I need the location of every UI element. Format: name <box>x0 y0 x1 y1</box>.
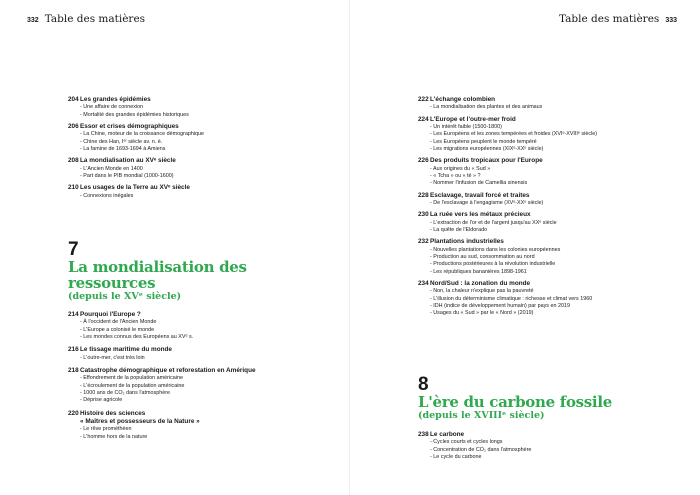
right-running-head-title: Table des matières <box>558 13 660 25</box>
toc-entry <box>418 238 693 276</box>
toc-entry <box>68 346 343 362</box>
toc-entry <box>68 410 343 441</box>
toc-entry-title: Des produits tropicaux pour l'Europe <box>430 157 543 165</box>
toc-page-number: 214 <box>68 311 79 318</box>
toc-subentry: - De l'esclavage à l'engagisme (XVᵉ-XXᵉ siècle) <box>430 200 544 206</box>
toc-entry-title: L'échange colombien <box>430 96 496 103</box>
toc-subentry: - Un intérêt faible (1500-1800) <box>430 124 502 131</box>
toc-entry-title: Catastrophe démographique et reforestation en Amérique <box>80 367 256 374</box>
toc-page-number: 234 <box>418 279 429 287</box>
toc-subentry: - Effondrement de la population américaine <box>80 375 183 382</box>
toc-page-number: 206 <box>68 123 79 130</box>
toc-subentry: - Une affaire de connexion <box>80 104 144 111</box>
toc-subentry: - Le rêve prométhéen <box>80 426 132 433</box>
right-page-number: 333 <box>665 17 677 24</box>
toc-subentry: - La mondialisation des plantes et des animaux <box>430 104 543 111</box>
toc-entry <box>418 96 693 112</box>
toc-page-number: 208 <box>68 157 79 165</box>
toc-subentry: - « Tcha » ou « té » ? <box>430 173 481 179</box>
toc-page-number: 218 <box>68 367 79 374</box>
toc-page-number: 216 <box>68 346 79 354</box>
toc-page-number: 238 <box>418 431 429 438</box>
chapter-subtitle: (depuis le XVIIIᵉ siècle) <box>418 410 545 421</box>
chapter-title-line1: L'ère du carbone fossile <box>418 393 612 411</box>
toc-subentry: - Les migrations européennes (XIXᵉ-XXᵉ siècle) <box>430 146 544 152</box>
toc-subentry: - La quête de l'Eldorado <box>430 227 488 233</box>
toc-entry <box>68 123 343 153</box>
toc-entry-title: Les grandes épidémies <box>80 96 151 103</box>
toc-entry <box>418 280 693 318</box>
chapter-7-heading <box>68 240 247 303</box>
toc-subentry: - Le cycle du carbone <box>430 454 482 460</box>
toc-page-number: 232 <box>418 238 429 246</box>
toc-entry <box>68 184 343 200</box>
toc-page-number: 230 <box>418 211 429 219</box>
toc-subentry: - Les républiques bananières 1898-1961 <box>430 268 527 275</box>
toc-subentry: - Nouvelles plantations dans les colonies européennes <box>430 246 561 253</box>
toc-subentry: - Déprise agricole <box>80 397 123 404</box>
toc-entry <box>68 367 343 405</box>
toc-subentry: - Les mondes connus des Européens au XVᵉ s. <box>80 334 194 340</box>
toc-subentry: - Part dans le PIB mondial (1000-1600) <box>80 173 174 179</box>
right-page <box>350 0 700 495</box>
chapter-subtitle: (depuis le XVᵉ siècle) <box>68 291 182 302</box>
toc-subentry: - Usages du « Sud » par le « Nord » (2019) <box>430 310 534 317</box>
left-toc-top <box>68 96 343 200</box>
left-running-head <box>27 13 145 25</box>
toc-subentry: - Cycles courts et cycles longs <box>430 439 503 446</box>
toc-subentry: - Connexions inégales <box>80 192 134 199</box>
toc-subentry: - L'outre-mer, c'est très loin <box>80 354 145 361</box>
toc-subentry: - Productions postérieures à la révolution industrielle <box>430 261 556 268</box>
toc-entry-title: Essor et crises démographiques <box>80 123 179 130</box>
toc-entry <box>68 311 343 341</box>
toc-subentry: - Non, la chaleur n'explique pas la pauvreté <box>430 288 534 295</box>
toc-entry-title: La ruée vers les métaux précieux <box>430 211 531 219</box>
toc-subentry: - L'Europe a colonisé le monde <box>80 326 155 333</box>
left-page-number: 332 <box>27 17 39 24</box>
toc-entry-title: Pourquoi l'Europe ? <box>80 311 141 318</box>
right-toc-top <box>418 96 693 317</box>
toc-page-number: 228 <box>418 191 429 199</box>
toc-subentry: - À l'occident de l'Ancien Monde <box>80 319 157 326</box>
toc-subentry: - Mortalité des grandes épidémies historiques <box>80 111 189 118</box>
chapter-8-heading <box>418 375 612 422</box>
chapter-title-line1: La mondialisation des <box>68 258 247 276</box>
toc-page-number: 224 <box>418 115 429 123</box>
chapter-title-line2: ressources <box>68 274 156 292</box>
toc-page-number: 210 <box>68 184 79 192</box>
toc-entry-title: La mondialisation au XVᵉ siècle <box>80 157 176 165</box>
toc-page-number: 222 <box>418 96 429 103</box>
right-toc-bottom <box>418 431 693 461</box>
toc-entry <box>418 192 693 208</box>
toc-subentry: - L'homme hors de la nature <box>80 433 148 440</box>
toc-entry-title: Nord/Sud : la zonation du monde <box>430 279 531 287</box>
toc-subentry: - Les Européens et les zones tempérées et froides (XVIᵉ-XVIIIᵉ siècle) <box>430 131 597 138</box>
toc-entry <box>418 157 693 187</box>
toc-entry-title: Les usages de la Terre au XVᵉ siècle <box>80 184 190 192</box>
toc-entry-title: Histoire des sciences <box>80 409 146 417</box>
toc-entry <box>68 96 343 119</box>
toc-subentry: - L'Ancien Monde en 1400 <box>80 165 143 172</box>
toc-entry-title: L'Europe et l'outre-mer froid <box>430 115 516 123</box>
chapter-number: 8 <box>418 374 429 395</box>
toc-page-number: 204 <box>68 96 79 103</box>
toc-entry-title: Esclavage, travail forcé et traites <box>430 191 530 199</box>
toc-entry <box>418 211 693 234</box>
toc-entry-title: Le tissage maritime du monde <box>80 346 172 354</box>
toc-entry <box>418 431 693 461</box>
toc-subentry: - L'extraction de l'or et de l'argent jusqu'au XXᵉ siècle <box>430 219 557 226</box>
toc-entry-title-line2: « Maîtres et possesseurs de la Nature » <box>80 418 200 425</box>
left-toc-bottom <box>68 311 343 441</box>
toc-subentry: - La famine de 1693-1694 à Amiens <box>80 146 166 152</box>
toc-subentry: - Concentration de CO₂ dans l'atmosphère <box>430 446 532 453</box>
left-running-head-title: Table des matières <box>44 13 146 25</box>
toc-subentry: - La Chine, moteur de la croissance démographique <box>80 131 205 138</box>
chapter-number: 7 <box>68 239 79 260</box>
toc-subentry: - Aux origines du « Sud » <box>430 165 491 172</box>
toc-subentry: - L'écroulement de la population américaine <box>80 382 185 389</box>
toc-subentry: - Nommer l'infusion de Camellia sinensis <box>430 180 528 187</box>
toc-subentry: - L'illusion du déterminisme climatique : richesse et climat vers 1960 <box>430 295 593 302</box>
right-running-head <box>559 13 677 25</box>
toc-subentry: - 1000 ans de CO₂ dans l'atmosphère <box>80 390 171 396</box>
toc-subentry: - Chine des Han, Iᵉʳ siècle av. n. è. <box>80 138 163 145</box>
toc-subentry: - Les Européens peuplent le monde tempéré <box>430 138 537 145</box>
toc-entry <box>68 157 343 180</box>
toc-entry-title: Le carbone <box>430 431 465 438</box>
toc-subentry: - IDH (indice de développement humain) par pays en 2019 <box>430 302 570 309</box>
toc-subentry: - Production au sud, consommation au nord <box>430 254 535 260</box>
toc-page-number: 220 <box>68 409 79 417</box>
toc-page-number: 226 <box>418 157 429 165</box>
toc-entry-title: Plantations industrielles <box>430 238 504 246</box>
toc-entry <box>418 116 693 154</box>
